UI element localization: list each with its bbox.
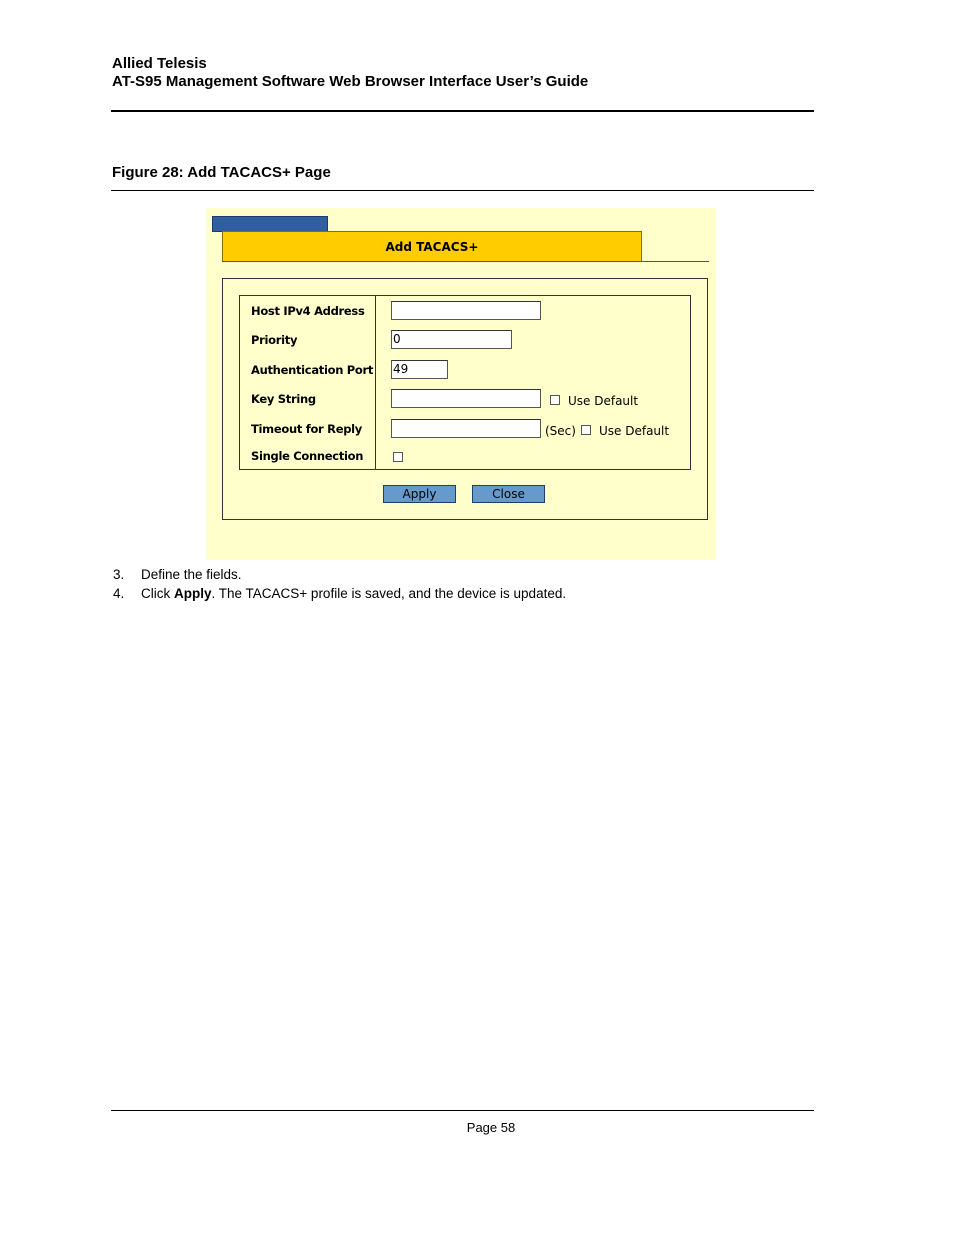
form-panel <box>222 278 708 520</box>
timeout-for-reply-label: Timeout for Reply <box>251 422 362 436</box>
figure-caption: Figure 28: Add TACACS+ Page <box>112 164 331 181</box>
timeout-use-default-checkbox[interactable] <box>581 425 591 435</box>
authentication-port-input[interactable]: 49 <box>391 360 448 379</box>
priority-label: Priority <box>251 333 298 347</box>
close-button[interactable]: Close <box>472 485 545 503</box>
timeout-for-reply-input[interactable] <box>391 419 541 438</box>
key-string-label: Key String <box>251 392 316 406</box>
host-ipv4-address-label: Host IPv4 Address <box>251 304 365 318</box>
step-text: Click Apply. The TACACS+ profile is saved, and the device is updated. <box>141 586 567 601</box>
tab-bar-accent <box>212 216 328 232</box>
form-column-divider <box>375 296 376 469</box>
apply-button[interactable]: Apply <box>383 485 456 503</box>
footer-rule <box>111 1110 814 1111</box>
step-text: Define the fields. <box>141 567 242 582</box>
single-connection-label: Single Connection <box>251 449 364 463</box>
header-title: AT-S95 Management Software Web Browser Interface User’s Guide <box>112 73 589 90</box>
key-string-use-default-label: Use Default <box>568 394 639 408</box>
timeout-unit-label: (Sec) <box>545 424 576 438</box>
tab-add-tacacs[interactable]: Add TACACS+ <box>222 231 642 261</box>
header-company: Allied Telesis <box>112 55 207 72</box>
figure-rule <box>111 190 814 191</box>
step-number: 3. <box>113 567 125 582</box>
page-number: Page 58 <box>466 1120 516 1135</box>
authentication-port-label: Authentication Port <box>251 363 374 377</box>
host-ipv4-address-input[interactable] <box>391 301 541 320</box>
priority-input[interactable]: 0 <box>391 330 512 349</box>
add-tacacs-screenshot <box>206 208 716 560</box>
single-connection-checkbox[interactable] <box>393 452 403 462</box>
tab-underline <box>222 261 709 262</box>
timeout-use-default-label: Use Default <box>599 424 670 438</box>
tacacs-form <box>239 295 691 470</box>
header-rule <box>111 110 814 112</box>
step-number: 4. <box>113 586 125 601</box>
key-string-input[interactable] <box>391 389 541 408</box>
key-string-use-default-checkbox[interactable] <box>550 395 560 405</box>
